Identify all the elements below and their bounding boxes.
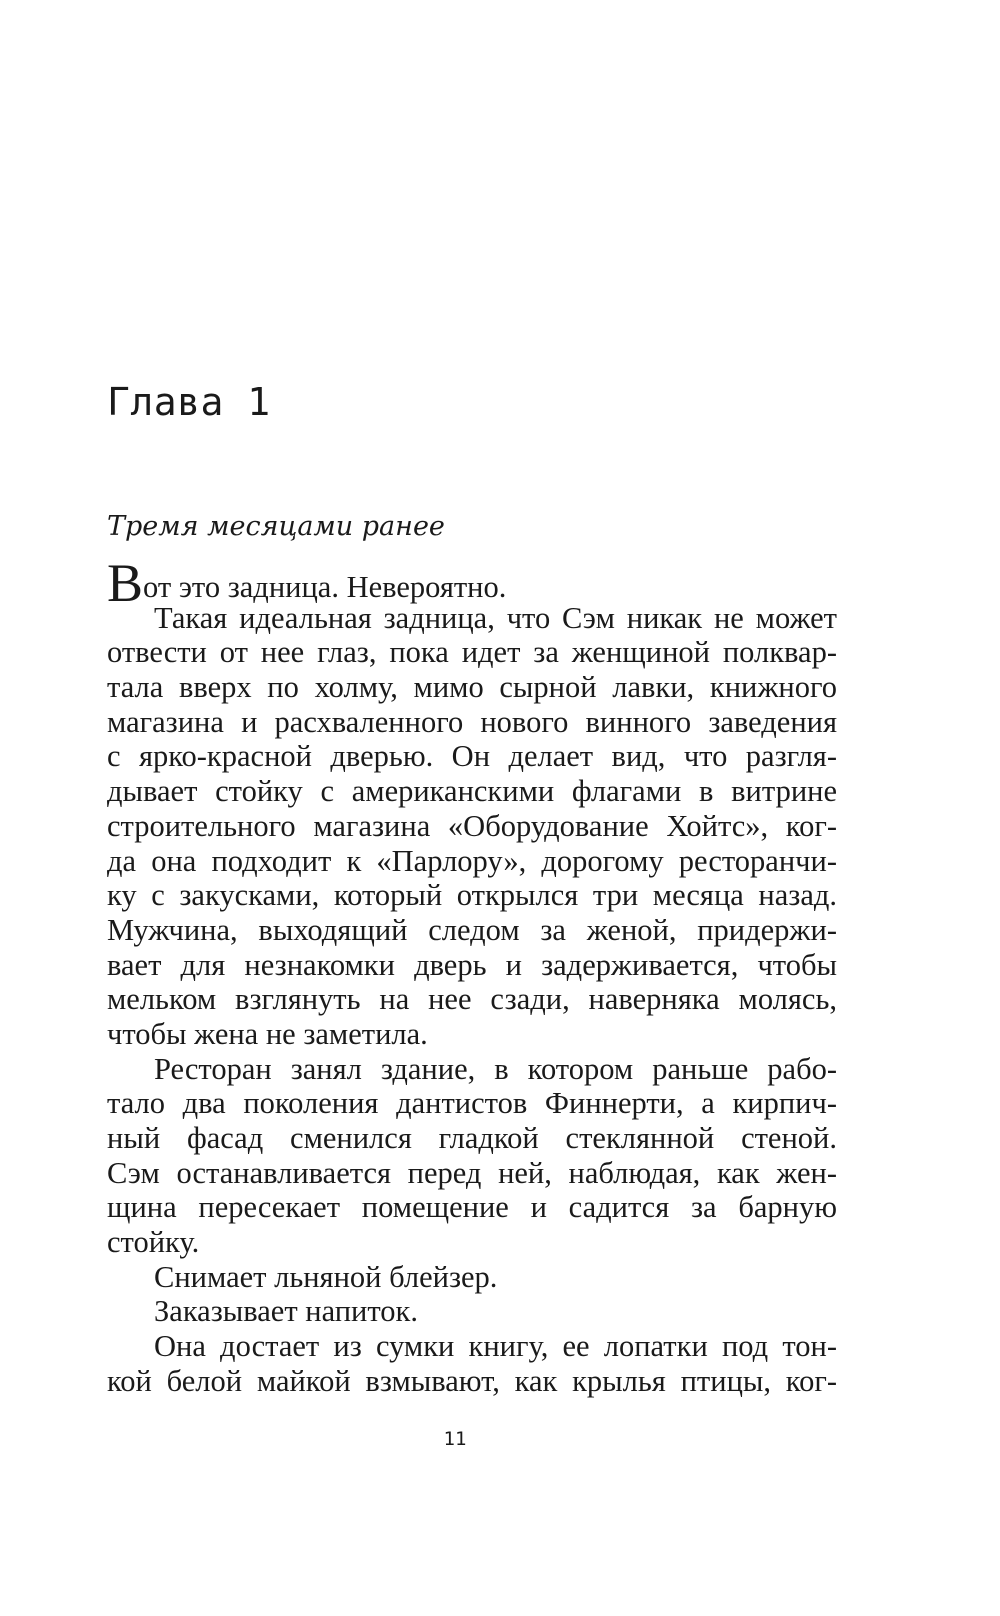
text-line: ку с закусками, который открылся три месяца назад. [107,878,837,913]
text-line: Мужчина, выходящий следом за женой, придержи- [107,912,837,947]
text-line: строительного магазина «Оборудование Хойтс», ког- [107,808,837,843]
text-line: Ресторан занял здание, в котором раньше рабо- [154,1051,837,1086]
text-line: отвести от нее глаз, пока идет за женщиной полквар- [107,635,837,670]
text-line: чтобы жена не заметила. [107,1016,428,1051]
text-line: мельком взглянуть на нее сзади, наверняка молясь, [107,982,837,1017]
chapter-epigraph: Тремя месяцами ранее [107,511,445,542]
text-line-content: от это задница. Невероятно. [143,570,507,604]
text-line: ный фасад сменился гладкой стеклянной стеной. [107,1121,837,1155]
text-line: вает для незнакомки дверь и задерживается, чтобы [107,947,837,982]
text-line: Сэм останавливается перед ней, наблюдая, как жен- [107,1155,837,1190]
text-line: стойку. [107,1225,200,1260]
text-line: Она достает из сумки книгу, ее лопатки под тон- [154,1329,837,1364]
text-line [107,553,837,613]
text-line: да она подходит к «Парлору», дорогому ресторанчи- [107,843,837,878]
text-line: дывает стойку с американскими флагами в витрине [107,774,837,809]
text-line: щина пересекает помещение и садится за барную [107,1190,837,1225]
text-line: Заказывает напиток. [154,1294,419,1329]
text-line: Такая идеальная задница, что Сэм никак не может [154,600,837,635]
text-line: с ярко-красной дверью. Он делает вид, что разгля- [107,739,837,774]
drop-cap: В [107,553,144,613]
text-line: тала вверх по холму, мимо сырной лавки, книжного [107,670,837,705]
body-text [107,553,837,1399]
text-line: тало два поколения дантистов Финнерти, а кирпич- [107,1086,837,1121]
text-line: магазина и расхваленного нового винного заведения [107,704,837,739]
chapter-title: Глава 1 [107,380,271,424]
page-number: 11 [443,1428,467,1450]
text-line: Снимает льняной блейзер. [154,1259,498,1294]
text-line: кой белой майкой взмывают, как крылья птицы, ког- [107,1363,837,1398]
